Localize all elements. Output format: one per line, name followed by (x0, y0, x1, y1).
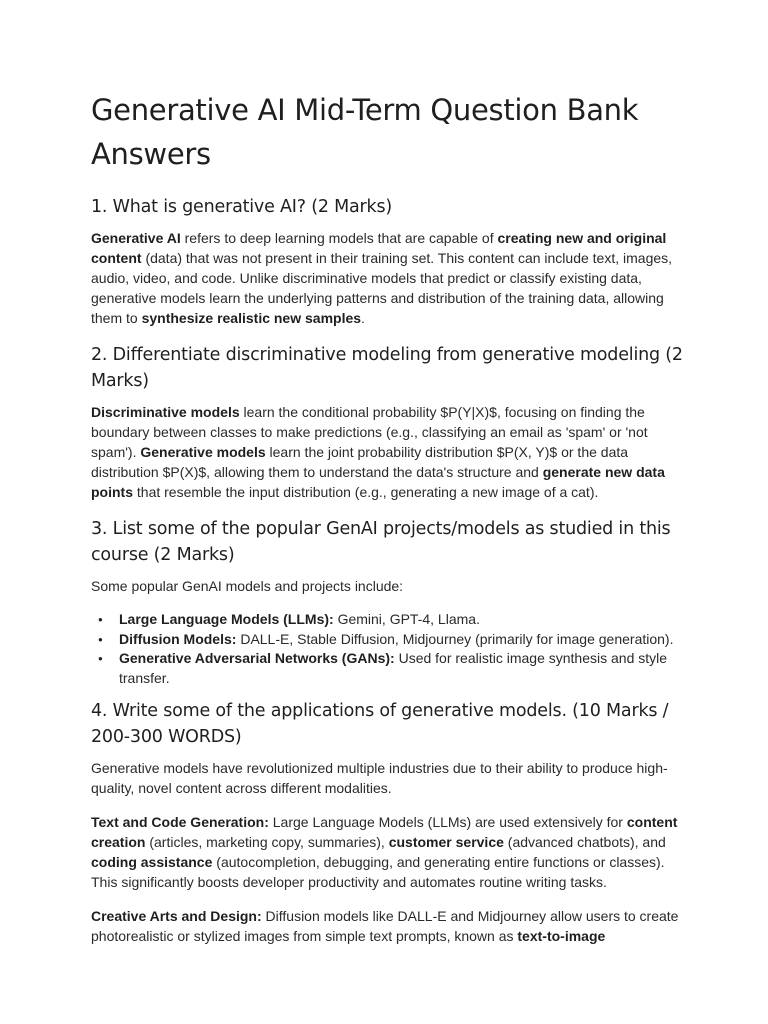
question-3-intro: Some popular GenAI models and projects include: (91, 578, 404, 594)
text-run: (autocompletion, debugging, and generating entire functions or classes). This significantly boosts developer productivity and automates routine writing tasks. (91, 854, 665, 890)
question-1-answer (91, 228, 691, 328)
question-4-heading: 4. Write some of the applications of generative models. (10 Marks / 200-300 WORDS) (91, 701, 669, 747)
text-run: (advanced chatbots), and (503, 834, 666, 850)
bold-text: generate new data points (91, 464, 665, 500)
bold-text: Generative models (140, 444, 266, 460)
list-item (119, 649, 691, 688)
text-code-generation-paragraph (91, 812, 691, 892)
bold-text: Generative Adversarial Networks (GANs): (119, 650, 395, 666)
text-run: that resemble the input distribution (e.g., generating a new image of a cat). (133, 484, 599, 500)
text-run: Used for realistic image synthesis and style transfer. (119, 650, 668, 686)
creative-arts-paragraph (91, 906, 691, 946)
text-run: Gemini, GPT-4, Llama. (333, 611, 480, 627)
bold-text: coding assistance (91, 854, 213, 870)
text-run: Diffusion models like DALL-E and Midjourney allow users to create photorealistic or stylized images from simple text prompts, known as (91, 908, 679, 944)
bold-text: Diffusion Models: (119, 630, 237, 647)
question-2-answer (91, 402, 691, 502)
question-3-heading: 3. List some of the popular GenAI projects/models as studied in this course (2 Marks) (91, 519, 671, 565)
bold-text: synthesize realistic new samples (141, 310, 362, 326)
question-4-intro: Generative models have revolutionized multiple industries due to their ability to produce high-quality, novel content across different modalities. (91, 760, 668, 796)
bold-text: Generative AI (91, 230, 181, 246)
text-run: learn the conditional probability $P(Y|X)$, focusing on finding the boundary between classes to make predictions (e.g., classifying an email as 'spam' or 'not spam'). (91, 404, 648, 460)
question-1-heading: 1. What is generative AI? (2 Marks) (91, 197, 393, 217)
text-run: (data) that was not present in their training set. This content can include text, images, audio, video, and code. Unlike discriminative models that predict or classify existing data, generative models learn the underlying patterns and distribution of the training data, allowing them to (91, 250, 673, 326)
text-run: (articles, marketing copy, summaries), (145, 834, 389, 850)
bold-text: Text and Code Generation: (91, 814, 269, 830)
bold-text: text-to-image (517, 928, 606, 944)
text-run: learn the joint probability distribution $P(X, Y)$ or the data distribution $P(X)$, allowing them to understand the data's structure and (91, 444, 629, 480)
bold-text: creating new and original content (91, 230, 667, 266)
bold-text: Large Language Models (LLMs): (119, 611, 334, 627)
text-run: DALL-E, Stable Diffusion, Midjourney (primarily for image generation). (236, 630, 674, 647)
text-run: Large Language Models (LLMs) are used extensively for (268, 814, 627, 830)
list-item (119, 630, 691, 650)
bold-text: Discriminative models (91, 404, 240, 420)
text-run: . (361, 310, 365, 326)
question-2-heading: 2. Differentiate discriminative modeling from generative modeling (2 Marks) (91, 345, 683, 391)
bold-text: content creation (91, 814, 678, 850)
list-item (119, 610, 691, 630)
text-run: refers to deep learning models that are capable of (180, 230, 498, 246)
genai-models-list (91, 610, 691, 688)
document-page (91, 88, 691, 960)
bold-text: Creative Arts and Design: (91, 908, 262, 924)
document-title: Generative AI Mid-Term Question Bank Answers (91, 93, 639, 171)
bold-text: customer service (388, 834, 504, 850)
